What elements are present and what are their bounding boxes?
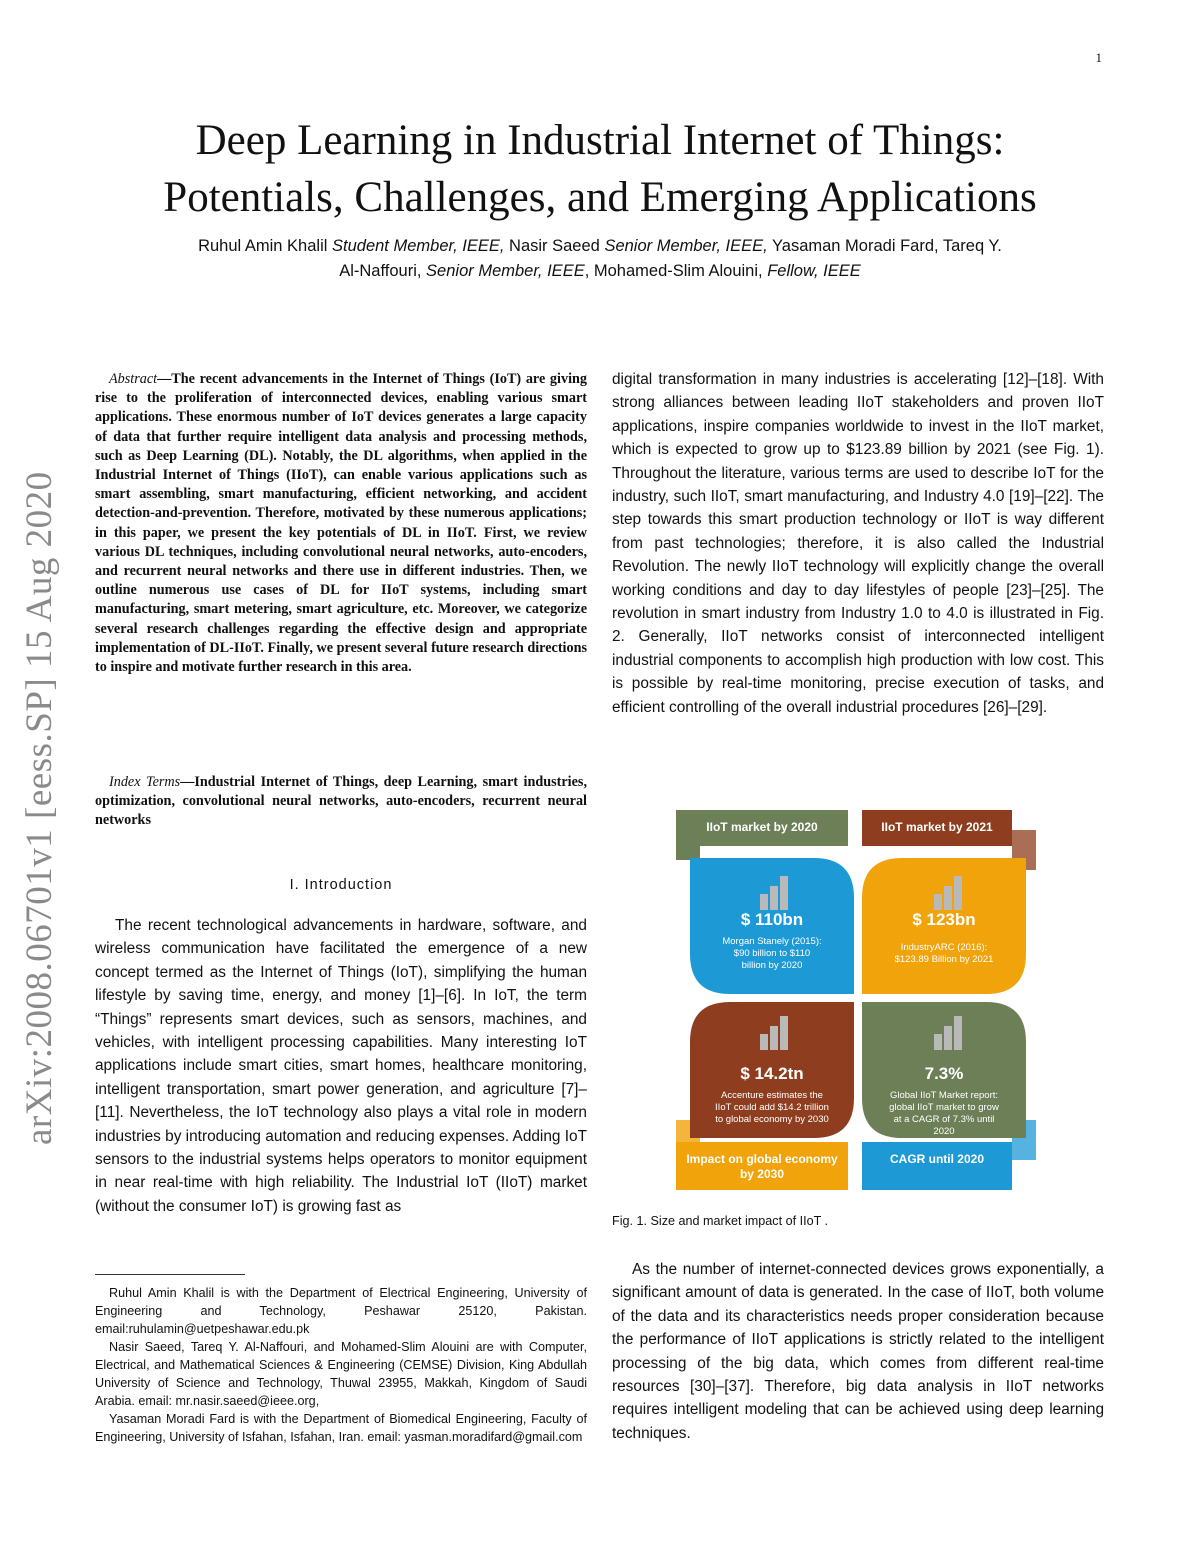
page-number: 1 (1095, 50, 1102, 65)
footnote-2: Nasir Saeed, Tareq Y. Al-Naffouri, and Mohamed-Slim Alouini are with Computer, Electrical, and Mathematical Sciences & Engineering (CEMSE) Division, King Abdullah University of Science and Technology, Thuwal 23955, Makkah, Kingdom of Saudi Arabia. email: mr.nasir.saeed@ieee.org, (95, 1340, 587, 1408)
figure-1 (676, 810, 1046, 1195)
author-role: Senior Member, IEEE, (604, 237, 768, 255)
section-heading: I. Introduction (289, 877, 393, 893)
q1-desc-line: $90 billion to $110 (733, 948, 811, 959)
author-name: Nasir Saeed (509, 237, 600, 255)
q2-description (862, 942, 1026, 966)
footnote-3: Yasaman Moradi Fard is with the Department of Biomedical Engineering, Faculty of Engineering, University of Isfahan, Isfahan, Iran. email: yasman.moradifard@gmail.com (95, 1412, 587, 1444)
q1-header: IIoT market by 2020 (706, 820, 818, 834)
q1-desc-line: Morgan Stanely (2015): (722, 936, 822, 947)
q3-footer-line: Impact on global economy (686, 1152, 838, 1166)
arxiv-identifier: arXiv:2008.06701v1 [eess.SP] 15 Aug 2020 (19, 471, 60, 1145)
q3-desc-line: Accenture estimates the (721, 1090, 823, 1101)
q4-description (862, 1090, 1026, 1138)
index-terms (95, 773, 587, 831)
q4-desc-line: global IIoT market to grow (889, 1102, 999, 1113)
author-role: Senior Member, IEEE (426, 262, 585, 280)
paper-title (95, 112, 1105, 226)
q2-desc-line: IndustryARC (2016): (900, 942, 988, 953)
footnote-1: Ruhul Amin Khalil is with the Department of Electrical Engineering, University of Engineering and Technology, Peshawar 25120, Pakistan. email:ruhulamin@uetpeshawar.edu.pk (95, 1286, 587, 1336)
title-line-1: Deep Learning in Industrial Internet of Things: (195, 117, 1005, 164)
author-line-2: Al-Naffouri, Senior Member, IEEE, Mohamed-Slim Alouini, Fellow, IEEE (339, 262, 861, 280)
abstract-label: Abstract (109, 371, 158, 387)
q1-desc-line: billion by 2020 (741, 960, 803, 971)
q4-footer-tab (862, 1142, 1012, 1190)
q2-value: $ 123bn (912, 910, 976, 929)
index-terms-text: —Industrial Internet of Things, deep Learning, smart industries, optimization, convolutional neural networks, auto-encoders, recurrent neural networks (95, 774, 587, 829)
q2-desc-line: $123.89 Billion by 2021 (894, 954, 994, 965)
q3-footer-line: by 2030 (739, 1167, 785, 1181)
author-name: Ruhul Amin Khalil (198, 237, 328, 255)
q2-header: IIoT market by 2021 (881, 820, 993, 834)
q3-desc-line: to global economy by 2030 (715, 1114, 829, 1125)
q1-value: $ 110bn (740, 910, 804, 929)
q1-header-tab-side (676, 846, 700, 860)
author-name: Mohamed-Slim Alouini, (593, 262, 763, 280)
right-column-paragraph: digital transformation in many industries is accelerating [12]–[18]. With strong alliances between leading IIoT stakeholders and proven IIoT applications, inspire companies worldwide to invest in the IIoT market, which is expected to grow up to $123.89 billion by 2021 (see Fig. 1). Throughout the literature, various terms are used to describe IoT for the industry, such IIoT, smart manufacturing, and Industry 4.0 [19]–[22]. The step towards this smart production technology or IIoT is way different from past technologies; therefore, it is also called the Industrial Revolution. The newly IIoT technology will explicitly change the overall working conditions and day to day lifestyles of people [23]–[25]. The revolution in smart industry from Industry 1.0 to 4.0 is illustrated in Fig. 2. Generally, IIoT networks consist of interconnected intelligent industrial components to accomplish high production with low cost. This is possible by real-time monitoring, precise execution of tasks, and efficient controlling of the overall industrial procedures [26]–[29]. (612, 371, 1104, 716)
q4-desc-line: Global IIoT Market report: (889, 1090, 999, 1101)
abstract-text: —The recent advancements in the Internet of Things (IoT) are giving rise to the proliferation of interconnected devices, enabling various smart applications. These enormous number of IoT devices generates a large capacity of data that further require intelligent data analysis and processing methods, such as Deep Learning (DL). Notably, the DL algorithms, when applied in the Industrial Internet of Things (IIoT), can enable various applications such as smart assembling, smart manufacturing, efficient networking, and accident detection-and-prevention. Therefore, motivated by these numerous applications; in this paper, we present the key potentials of DL in IIoT. First, we review various DL techniques, including convolutional neural networks, auto-encoders, and recurrent neural networks and there use in different industries. Then, we outline numerous use cases of DL for IIoT systems, including smart manufacturing, smart metering, smart agriculture, etc. Moreover, we categorize several research challenges regarding the effective design and appropriate implementation of DL-IIoT. Finally, we present several future research directions to inspire and motivate further research in this area. (95, 371, 587, 676)
q3-description (690, 1090, 854, 1126)
index-terms-label: Index Terms (109, 774, 181, 790)
q4-desc-line: 2020 (933, 1126, 955, 1137)
author-role: Fellow, IEEE (767, 262, 861, 280)
author-name: Al-Naffouri, (339, 262, 422, 280)
author-role: Student Member, IEEE, (332, 237, 505, 255)
figure-caption: Fig. 1. Size and market impact of IIoT . (612, 1214, 829, 1228)
q3-footer (676, 1152, 848, 1182)
footnotes (95, 1284, 587, 1446)
title-line-2: Potentials, Challenges, and Emerging Applications (163, 174, 1037, 221)
author-list (95, 234, 1105, 284)
q4-value: 7.3% (924, 1064, 964, 1083)
q3-value: $ 14.2tn (740, 1064, 804, 1083)
right-column-paragraph-2: As the number of internet-connected devices grows exponentially, a significant amount of data is generated. In the case of IIoT, both volume of the data and its characteristics needs proper consideration because the performance of IIoT applications is strictly related to the intelligent processing of the big data, which comes from different real-time resources [30]–[37]. Therefore, big data analysis in IIoT networks requires intelligent modeling that can be achieved using deep learning techniques. (612, 1261, 1104, 1442)
author-line-1 (95, 234, 1105, 259)
q4-desc-line: at a CAGR of 7.3% until (893, 1114, 995, 1125)
footnote-rule (95, 1274, 245, 1275)
intro-paragraph: The recent technological advancements in hardware, software, and wireless communication have facilitated the emergence of a new concept termed as the Internet of Things (IoT), simplifying the human lifestyle by saving time, energy, and money [1]–[6]. In IoT, the term “Things” represents smart devices, such as sensors, machines, and vehicles, with intelligent processing capabilities. Many interesting IoT applications include smart cities, smart homes, healthcare monitoring, intelligent transportation, smart power generation, and agriculture [7]–[11]. Nevertheless, the IoT technology also plays a vital role in modern industries by introducing automation and reducing expenses. Adding IoT sensors to the industrial systems helps operators to monitor equipment in near real-time with high reliability. The Industrial IoT (IIoT) market (without the consumer IoT) is growing fast as (95, 917, 587, 1215)
q3-desc-line: IIoT could add $14.2 trillion (715, 1102, 829, 1113)
author-name: Yasaman Moradi Fard, Tareq Y. (771, 237, 1002, 255)
q1-description (690, 936, 854, 972)
abstract (95, 370, 587, 677)
q4-footer: CAGR until 2020 (889, 1152, 985, 1166)
